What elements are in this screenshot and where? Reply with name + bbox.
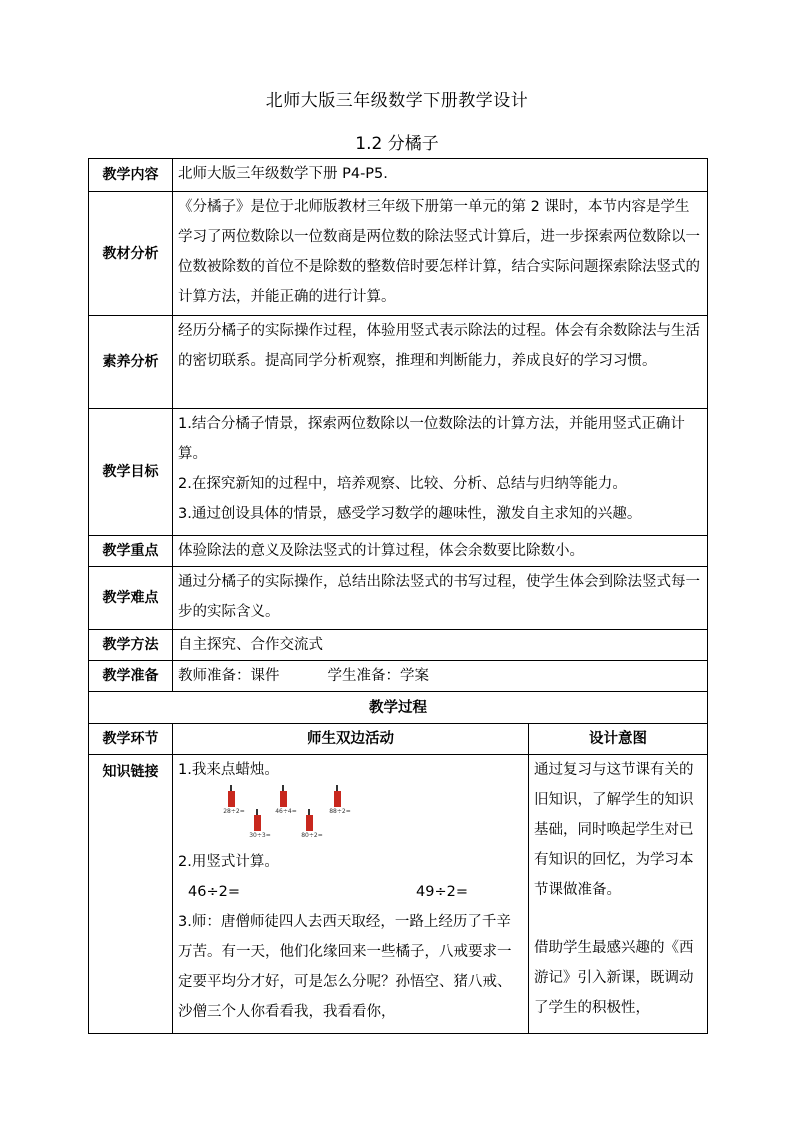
goal-item: 2.在探究新知的过程中，培养观察、比较、分析、总结与归纳等能力。	[178, 476, 627, 492]
value-key-point: 体验除法的意义及除法竖式的计算过程，体会余数要比除数小。	[173, 536, 708, 567]
candle-expression: 30÷3=	[249, 832, 271, 839]
value-teaching-goals	[173, 409, 708, 536]
label-teaching-goals: 教学目标	[89, 409, 173, 536]
step-story-intro: 3.师：唐僧师徒四人去西天取经，一路上经历了千辛万苦。有一天，他们化缘回来一些橘子，八戒要求一定要平均分才好，可是怎么分呢？孙悟空、猪八戒、沙僧三个人你看看我，我看看你，	[178, 914, 512, 1020]
value-preparation	[173, 661, 708, 692]
intent-content	[529, 755, 708, 1034]
row-material-analysis	[89, 192, 708, 316]
lesson-plan-table	[88, 158, 708, 1034]
row-difficulty	[89, 567, 708, 630]
row-process-heading	[89, 692, 708, 724]
column-stage: 教学环节	[89, 724, 173, 755]
calc-item: 49÷2=	[416, 884, 468, 900]
row-teaching-content	[89, 159, 708, 192]
step-light-candles: 1.我来点蜡烛。	[178, 762, 279, 778]
column-intent: 设计意图	[529, 724, 708, 755]
value-material-analysis: 《分橘子》是位于北师版教材三年级下册第一单元的第 2 课时，本节内容是学生学习了两位数除以一位数商是两位数的除法竖式计算后，进一步探索两位数除以一位数被除数的首位不是除数的整数倍时要怎样计算，结合实际问题探索除法竖式的计算方法，并能正确的进行计算。	[173, 192, 708, 316]
label-difficulty: 教学难点	[89, 567, 173, 630]
goal-item: 1.结合分橘子情景，探索两位数除以一位数除法的计算方法，并能用竖式正确计算。	[178, 416, 685, 462]
candle-icon	[222, 785, 245, 823]
row-key-point	[89, 536, 708, 567]
intent-story: 借助学生最感兴趣的《西游记》引入新课，既调动了学生的积极性，	[534, 940, 694, 1016]
label-key-point: 教学重点	[89, 536, 173, 567]
value-teaching-content: 北师大版三年级数学下册 P4-P5.	[173, 159, 708, 192]
label-method: 教学方法	[89, 630, 173, 661]
label-teaching-content: 教学内容	[89, 159, 173, 192]
document-title: 北师大版三年级数学下册教学设计	[265, 91, 529, 111]
candle-icon	[274, 785, 297, 823]
student-prep: 学生准备：学案	[327, 668, 429, 684]
step-vertical-calc: 2.用竖式计算。	[178, 854, 279, 870]
intent-review: 通过复习与这节课有关的旧知识，了解学生的知识基础，同时唤起学生对已有知识的回忆，为学习本节课做准备。	[534, 762, 694, 898]
value-difficulty: 通过分橘子的实际操作，总结出除法竖式的书写过程，使学生体会到除法竖式每一步的实际含义。	[173, 567, 708, 630]
calc-item: 46÷2=	[188, 884, 240, 900]
row-teaching-goals	[89, 409, 708, 536]
row-preparation	[89, 661, 708, 692]
row-process-columns	[89, 724, 708, 755]
column-activity: 师生双边活动	[173, 724, 529, 755]
candle-icon	[300, 809, 323, 847]
row-literacy-analysis	[89, 316, 708, 409]
candle-icon	[328, 785, 351, 823]
lesson-title: 1.2 分橘子	[355, 134, 439, 154]
goal-item: 3.通过创设具体的情景，感受学习数学的趣味性，激发自主求知的兴趣。	[178, 506, 642, 522]
row-method	[89, 630, 708, 661]
process-heading: 教学过程	[89, 692, 708, 724]
label-knowledge-link: 知识链接	[89, 755, 173, 1034]
value-literacy-analysis: 经历分橘子的实际操作过程，体验用竖式表示除法的过程。体会有余数除法与生活的密切联系。提高同学分析观察，推理和判断能力，养成良好的学习习惯。	[173, 316, 708, 409]
candle-expression: 80÷2=	[301, 832, 323, 839]
activity-content	[173, 755, 529, 1034]
label-material-analysis: 教材分析	[89, 192, 173, 316]
candle-expression: 28÷2=	[223, 808, 245, 815]
teacher-prep: 教师准备：课件	[178, 668, 280, 684]
value-method: 自主探究、合作交流式	[173, 630, 708, 661]
calc-exercise	[178, 877, 523, 907]
candle-expression: 88÷2=	[329, 808, 351, 815]
label-preparation: 教学准备	[89, 661, 173, 692]
candle-icon	[248, 809, 271, 847]
candle-exercise	[178, 785, 523, 847]
row-knowledge-link	[89, 755, 708, 1034]
candle-expression: 46÷4=	[275, 808, 297, 815]
label-literacy-analysis: 素养分析	[89, 316, 173, 409]
